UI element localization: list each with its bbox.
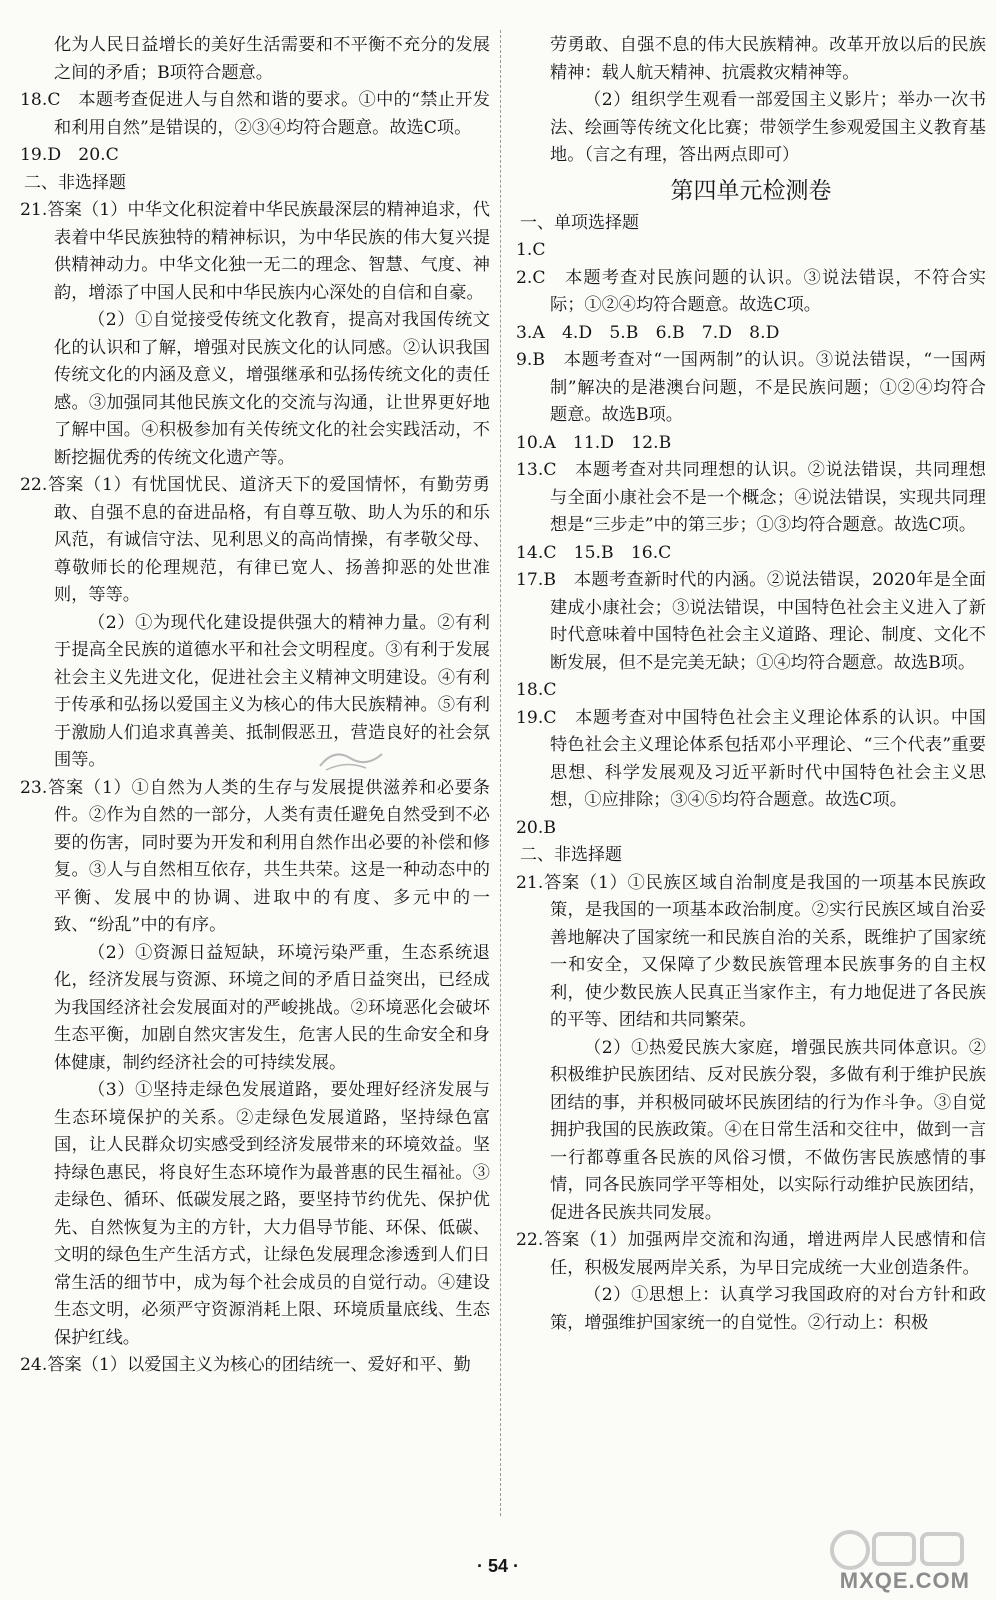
left-column [20, 32, 490, 1380]
answer-paragraph: 19.C 本题考查对中国特色社会主义理论体系的认识。中国特色社会主义理论体系包括邓小平理论、“三个代表”重要思想、科学发展观及习近平新时代中国特色社会主义思想，①应排除；③④⑤均符合题意。故选C项。 [516, 707, 986, 810]
column-divider [500, 30, 501, 1516]
answer-paragraph: 10.A 11.D 12.B [516, 432, 672, 453]
answer-paragraph: 22.答案（1）加强两岸交流和沟通，增进两岸人民感情和信任，积极发展两岸关系，为早日完成统一大业创造条件。 [516, 1230, 986, 1278]
answer-paragraph: 1.C [516, 240, 546, 260]
answer-paragraph: 23.答案（1）①自然为人类的生存与发展提供滋养和必要条件。②作为自然的一部分，人类有责任避免自然受到不必要的伤害，同时要为开发和利用自然作出必要的补偿和修复。③人与自然相互依存，共生共荣。这是一种动态中的平衡、发展中的协调、进取中的有度、多元中的一致、“纷乱”中的有序。 [20, 777, 490, 935]
answer-paragraph: 2.C 本题考查对民族问题的认识。③说法错误，不符合实际；①②④均符合题意。故选C项。 [516, 267, 986, 315]
answer-paragraph: 22.答案（1）有忧国忧民、道济天下的爱国情怀，有勤劳勇敢、自强不息的奋进品格，有自尊互敬、助人为乐的和乐风范，有诚信守法、见利思义的高尚情操，有孝敬父母、尊敬师长的伦理规范，有律已宽人、扬善抑恶的处世准则，等等。 [20, 475, 490, 605]
stamp-mark [316, 744, 386, 774]
section-heading: 一、单项选择题 [520, 212, 639, 233]
answer-paragraph: 17.B 本题考查新时代的内涵。②说法错误，2020年是全面建成小康社会；③说法错误，中国特色社会主义进入了新时代意味着中国特色社会主义道路、理论、制度、文化不断发展，但不是完美无缺；①④均符合题意。故选B项。 [516, 570, 986, 673]
page-number: · 54 · [476, 1556, 519, 1576]
section-heading: 二、非选择题 [520, 845, 622, 865]
answer-paragraph: 劳勇敢、自强不息的伟大民族精神。改革开放以后的民族精神：载人航天精神、抗震救灾精神等。 [550, 35, 986, 83]
answer-paragraph: （2）①热爱民族大家庭，增强民族共同体意识。②积极维护民族团结、反对民族分裂，多做有利于维护民族团结的事，并积极同破坏民族团结的行为作斗争。③自觉拥护我国的民族政策。④在日常生活和交往中，做到一言一行都尊重各民族的风俗习惯，不做伤害民族感情的事情，同各民族同学平等相处，以实际行动维护民族团结，促进各民族共同发展。 [550, 1037, 986, 1223]
answer-paragraph: 14.C 15.B 16.C [516, 542, 672, 563]
answer-paragraph: 13.C 本题考查对共同理想的认识。②说法错误，共同理想与全面小康社会不是一个概念；④说法错误，实现共同理想是“三步走”中的第三步；①③均符合题意。故选C项。 [516, 460, 986, 535]
section-heading: 二、非选择题 [24, 172, 126, 193]
answer-paragraph: 24.答案（1）以爱国主义为核心的团结统一、爱好和平、勤 [20, 1355, 471, 1375]
answer-paragraph: 18.C 本题考查促进人与自然和谐的要求。①中的“禁止开发和利用自然”是错误的，②③④均符合题意。故选C项。 [20, 90, 490, 138]
answer-paragraph: 21.答案（1）①民族区域自治制度是我国的一项基本民族政策，是我国的一项基本政治制度。②实行民族区域自治妥善地解决了国家统一和民族自治的关系，既维护了国家统一和安全，又保障了少数民族管理本民族事务的自主权利，使少数民族人民真正当家作主，有力地促进了各民族的平等、团结和共同繁荣。 [516, 872, 986, 1030]
answer-paragraph: 21.答案（1）中华文化积淀着中华民族最深层的精神追求，代表着中华民族独特的精神标识，为中华民族的伟大复兴提供精神动力。中华文化独一无二的理念、智慧、气度、神韵，增添了中国人民和中华民族内心深处的自信和自豪。 [20, 200, 490, 303]
answer-paragraph: （2）①思想上：认真学习我国政府的对台方针和政策，增强维护国家统一的自觉性。②行动上：积极 [550, 1285, 986, 1333]
unit-title: 第四单元检测卷 [670, 177, 832, 204]
answer-paragraph: 9.B 本题考查对“一国两制”的认识。③说法错误，“一国两制”解决的是港澳台问题，不是民族问题；①②④均符合题意。故选B项。 [516, 350, 986, 425]
answer-paragraph: （2）①资源日益短缺，环境污染严重，生态系统退化，经济发展与资源、环境之间的矛盾日益突出，已经成为我国经济社会发展面对的严峻挑战。②环境恶化会破坏生态平衡，加剧自然灾害发生，危害人民的生命安全和身体健康，制约经济社会的可持续发展。 [54, 942, 490, 1073]
right-column [516, 32, 986, 1337]
answer-paragraph: 19.D 20.C [20, 145, 119, 165]
answer-paragraph: （2）①为现代化建设提供强大的精神力量。②有利于提高全民族的道德水平和社会文明程度。③有利于发展社会主义先进文化，促进社会主义精神文明建设。④有利于传承和弘扬以爱国主义为核心的伟大民族精神。⑤有利于激励人们追求真善美、抵制假恶丑，营造良好的社会氛围等。 [54, 612, 490, 770]
answer-paragraph: （2）①自觉接受传统文化教育，提高对我国传统文化的认识和了解，增强对民族文化的认同感。②认识我国传统文化的内涵及意义，增强继承和弘扬传统文化的责任感。③加强同其他民族文化的交流与沟通，让世界更好地了解中国。④积极参加有关传统文化的社会实践活动，不断挖掘优秀的传统文化遗产等。 [54, 310, 490, 468]
answer-paragraph: 20.B [516, 817, 556, 838]
answer-paragraph: 18.C [516, 680, 557, 700]
answer-paragraph: （3）①坚持走绿色发展道路，要处理好经济发展与生态环境保护的关系。②走绿色发展道路，坚持绿色富国，让人民群众切实感受到经济发展带来的环境效益。坚持绿色惠民，将良好生态环境作为最普惠的民生福祉。③走绿色、循环、低碳发展之路，要坚持节约优先、保护优先、自然恢复为主的方针，大力倡导节能、环保、低碳、文明的绿色生产生活方式，让绿色发展理念渗透到人们日常生活的细节中，成为每个社会成员的自觉行动。④建设生态文明，必须严守资源消耗上限、环境质量底线、生态保护红线。 [54, 1080, 490, 1348]
watermark-text: MXQE.COM [839, 1568, 970, 1593]
answer-paragraph: （2）组织学生观看一部爱国主义影片；举办一次书法、绘画等传统文化比赛；带领学生参观爱国主义教育基地。（言之有理，答出两点即可） [550, 90, 986, 165]
answer-paragraph: 化为人民日益增长的美好生活需要和不平衡不充分的发展之间的矛盾；B项符合题意。 [54, 35, 490, 83]
answer-paragraph: 3.A 4.D 5.B 6.B 7.D 8.D [516, 322, 780, 343]
